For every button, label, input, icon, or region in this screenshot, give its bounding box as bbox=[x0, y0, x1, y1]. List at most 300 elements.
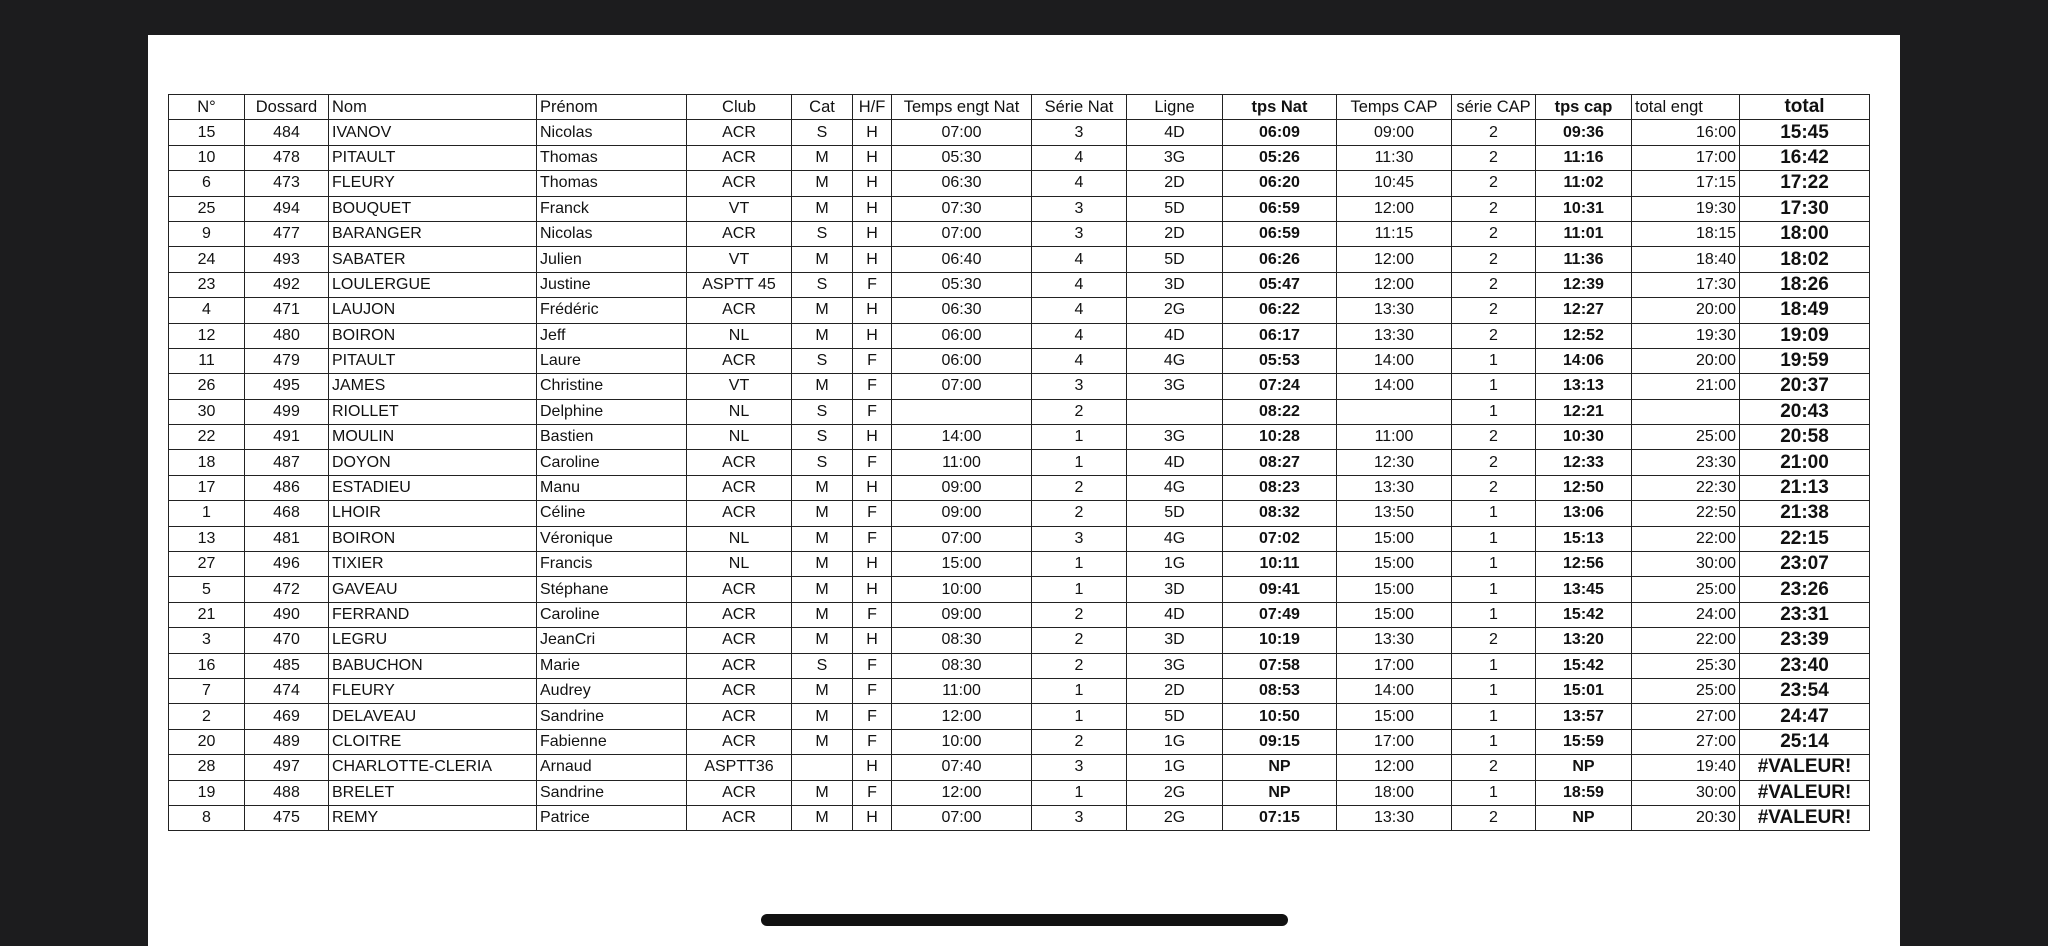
cell-temps-engt-nat: 08:30 bbox=[892, 628, 1032, 653]
cell-nom: BOUQUET bbox=[329, 196, 537, 221]
cell-total-engt: 19:30 bbox=[1632, 196, 1740, 221]
cell-total-engt: 30:00 bbox=[1632, 552, 1740, 577]
cell-num: 16 bbox=[169, 653, 245, 678]
cell-total: 18:49 bbox=[1740, 298, 1870, 323]
cell-prenom: Frédéric bbox=[537, 298, 687, 323]
cell-ligne: 4D bbox=[1127, 120, 1223, 145]
cell-num: 2 bbox=[169, 704, 245, 729]
cell-prenom: JeanCri bbox=[537, 628, 687, 653]
cell-tps-cap: 15:01 bbox=[1536, 678, 1632, 703]
cell-total-engt: 16:00 bbox=[1632, 120, 1740, 145]
cell-prenom: Sandrine bbox=[537, 704, 687, 729]
table-row bbox=[169, 374, 1870, 399]
cell-ligne: 4D bbox=[1127, 450, 1223, 475]
cell-serie-cap: 1 bbox=[1452, 729, 1536, 754]
cell-serie-nat: 4 bbox=[1032, 247, 1127, 272]
cell-temps-cap: 10:45 bbox=[1337, 171, 1452, 196]
cell-hf: H bbox=[853, 628, 892, 653]
cell-temps-engt-nat: 07:00 bbox=[892, 221, 1032, 246]
cell-num: 13 bbox=[169, 526, 245, 551]
cell-cat bbox=[792, 755, 853, 780]
cell-club: ACR bbox=[687, 805, 792, 830]
cell-dossard: 477 bbox=[245, 221, 329, 246]
header-cat: Cat bbox=[792, 95, 853, 120]
cell-temps-cap: 11:00 bbox=[1337, 425, 1452, 450]
table-row bbox=[169, 145, 1870, 170]
header-dossard: Dossard bbox=[245, 95, 329, 120]
cell-serie-nat: 4 bbox=[1032, 272, 1127, 297]
cell-temps-cap: 12:00 bbox=[1337, 196, 1452, 221]
cell-nom: SABATER bbox=[329, 247, 537, 272]
cell-club: VT bbox=[687, 374, 792, 399]
cell-serie-cap: 1 bbox=[1452, 653, 1536, 678]
header-temps-cap: Temps CAP bbox=[1337, 95, 1452, 120]
cell-ligne bbox=[1127, 399, 1223, 424]
cell-serie-nat: 2 bbox=[1032, 602, 1127, 627]
cell-dossard: 491 bbox=[245, 425, 329, 450]
cell-temps-cap: 17:00 bbox=[1337, 729, 1452, 754]
cell-club: ACR bbox=[687, 475, 792, 500]
cell-cat: M bbox=[792, 501, 853, 526]
table-row bbox=[169, 120, 1870, 145]
cell-serie-cap: 1 bbox=[1452, 577, 1536, 602]
header-total-engt: total engt bbox=[1632, 95, 1740, 120]
cell-cat: S bbox=[792, 221, 853, 246]
cell-dossard: 469 bbox=[245, 704, 329, 729]
cell-serie-cap: 2 bbox=[1452, 450, 1536, 475]
cell-temps-cap: 15:00 bbox=[1337, 704, 1452, 729]
cell-serie-cap: 1 bbox=[1452, 602, 1536, 627]
cell-tps-nat: 06:26 bbox=[1223, 247, 1337, 272]
cell-ligne: 5D bbox=[1127, 501, 1223, 526]
cell-hf: F bbox=[853, 272, 892, 297]
cell-temps-engt-nat: 07:00 bbox=[892, 374, 1032, 399]
cell-tps-cap: NP bbox=[1536, 755, 1632, 780]
cell-total-engt: 25:00 bbox=[1632, 577, 1740, 602]
cell-total: 21:38 bbox=[1740, 501, 1870, 526]
cell-serie-cap: 1 bbox=[1452, 780, 1536, 805]
cell-hf: H bbox=[853, 221, 892, 246]
cell-temps-cap: 11:30 bbox=[1337, 145, 1452, 170]
cell-tps-cap: 14:06 bbox=[1536, 348, 1632, 373]
table-body bbox=[169, 120, 1870, 831]
cell-temps-cap: 13:30 bbox=[1337, 298, 1452, 323]
cell-nom: RIOLLET bbox=[329, 399, 537, 424]
cell-tps-nat: 06:59 bbox=[1223, 196, 1337, 221]
cell-tps-cap: 13:06 bbox=[1536, 501, 1632, 526]
cell-temps-engt-nat: 07:40 bbox=[892, 755, 1032, 780]
cell-total: 25:14 bbox=[1740, 729, 1870, 754]
cell-num: 25 bbox=[169, 196, 245, 221]
cell-ligne: 2D bbox=[1127, 171, 1223, 196]
cell-cat: M bbox=[792, 552, 853, 577]
cell-total: 24:47 bbox=[1740, 704, 1870, 729]
cell-total-engt bbox=[1632, 399, 1740, 424]
cell-hf: H bbox=[853, 755, 892, 780]
cell-num: 18 bbox=[169, 450, 245, 475]
cell-total: 19:09 bbox=[1740, 323, 1870, 348]
cell-nom: PITAULT bbox=[329, 145, 537, 170]
cell-num: 21 bbox=[169, 602, 245, 627]
cell-club: NL bbox=[687, 526, 792, 551]
cell-total: 23:26 bbox=[1740, 577, 1870, 602]
cell-serie-nat: 4 bbox=[1032, 171, 1127, 196]
cell-cat: M bbox=[792, 145, 853, 170]
cell-tps-cap: 12:21 bbox=[1536, 399, 1632, 424]
table-row bbox=[169, 501, 1870, 526]
cell-num: 12 bbox=[169, 323, 245, 348]
cell-tps-cap: 13:45 bbox=[1536, 577, 1632, 602]
cell-club: NL bbox=[687, 399, 792, 424]
cell-prenom: Arnaud bbox=[537, 755, 687, 780]
cell-tps-nat: 08:53 bbox=[1223, 678, 1337, 703]
cell-tps-nat: 08:27 bbox=[1223, 450, 1337, 475]
cell-club: ACR bbox=[687, 298, 792, 323]
cell-serie-nat: 2 bbox=[1032, 399, 1127, 424]
cell-temps-cap: 13:30 bbox=[1337, 323, 1452, 348]
cell-serie-nat: 4 bbox=[1032, 145, 1127, 170]
cell-num: 19 bbox=[169, 780, 245, 805]
cell-cat: M bbox=[792, 628, 853, 653]
cell-total-engt: 17:15 bbox=[1632, 171, 1740, 196]
cell-nom: BOIRON bbox=[329, 526, 537, 551]
cell-cat: M bbox=[792, 729, 853, 754]
cell-ligne: 2D bbox=[1127, 221, 1223, 246]
cell-hf: F bbox=[853, 374, 892, 399]
cell-prenom: Delphine bbox=[537, 399, 687, 424]
cell-hf: F bbox=[853, 501, 892, 526]
cell-dossard: 475 bbox=[245, 805, 329, 830]
cell-serie-nat: 2 bbox=[1032, 653, 1127, 678]
cell-serie-cap: 1 bbox=[1452, 526, 1536, 551]
cell-serie-nat: 3 bbox=[1032, 755, 1127, 780]
cell-hf: H bbox=[853, 145, 892, 170]
cell-temps-cap: 14:00 bbox=[1337, 348, 1452, 373]
cell-tps-cap: 09:36 bbox=[1536, 120, 1632, 145]
cell-dossard: 494 bbox=[245, 196, 329, 221]
cell-total-engt: 27:00 bbox=[1632, 729, 1740, 754]
cell-prenom: Marie bbox=[537, 653, 687, 678]
cell-serie-nat: 1 bbox=[1032, 780, 1127, 805]
cell-temps-cap: 14:00 bbox=[1337, 374, 1452, 399]
cell-serie-nat: 3 bbox=[1032, 805, 1127, 830]
cell-tps-cap: 11:02 bbox=[1536, 171, 1632, 196]
cell-total-engt: 18:40 bbox=[1632, 247, 1740, 272]
cell-club: ACR bbox=[687, 450, 792, 475]
cell-club: ACR bbox=[687, 120, 792, 145]
cell-tps-nat: 07:49 bbox=[1223, 602, 1337, 627]
cell-nom: LHOIR bbox=[329, 501, 537, 526]
cell-serie-nat: 3 bbox=[1032, 120, 1127, 145]
cell-temps-engt-nat: 05:30 bbox=[892, 145, 1032, 170]
cell-tps-cap: 13:20 bbox=[1536, 628, 1632, 653]
cell-dossard: 495 bbox=[245, 374, 329, 399]
cell-nom: TIXIER bbox=[329, 552, 537, 577]
cell-total-engt: 22:00 bbox=[1632, 526, 1740, 551]
cell-total-engt: 19:40 bbox=[1632, 755, 1740, 780]
cell-prenom: Christine bbox=[537, 374, 687, 399]
cell-club: ACR bbox=[687, 653, 792, 678]
cell-total-engt: 25:30 bbox=[1632, 653, 1740, 678]
cell-num: 15 bbox=[169, 120, 245, 145]
cell-tps-nat: 08:22 bbox=[1223, 399, 1337, 424]
cell-num: 24 bbox=[169, 247, 245, 272]
cell-serie-cap: 1 bbox=[1452, 399, 1536, 424]
header-ligne: Ligne bbox=[1127, 95, 1223, 120]
cell-serie-cap: 1 bbox=[1452, 704, 1536, 729]
cell-cat: S bbox=[792, 272, 853, 297]
cell-total: 21:13 bbox=[1740, 475, 1870, 500]
cell-tps-cap: 12:33 bbox=[1536, 450, 1632, 475]
table-row bbox=[169, 577, 1870, 602]
cell-serie-cap: 2 bbox=[1452, 298, 1536, 323]
cell-tps-cap: NP bbox=[1536, 805, 1632, 830]
cell-num: 23 bbox=[169, 272, 245, 297]
cell-hf: F bbox=[853, 780, 892, 805]
cell-club: ACR bbox=[687, 729, 792, 754]
cell-dossard: 486 bbox=[245, 475, 329, 500]
cell-cat: S bbox=[792, 348, 853, 373]
cell-club: ASPTT 45 bbox=[687, 272, 792, 297]
cell-nom: FLEURY bbox=[329, 678, 537, 703]
cell-tps-nat: NP bbox=[1223, 780, 1337, 805]
cell-tps-nat: 09:15 bbox=[1223, 729, 1337, 754]
cell-nom: BARANGER bbox=[329, 221, 537, 246]
table-row bbox=[169, 780, 1870, 805]
cell-dossard: 499 bbox=[245, 399, 329, 424]
cell-hf: H bbox=[853, 196, 892, 221]
cell-serie-cap: 2 bbox=[1452, 755, 1536, 780]
cell-club: NL bbox=[687, 323, 792, 348]
cell-serie-nat: 4 bbox=[1032, 323, 1127, 348]
cell-total: 18:02 bbox=[1740, 247, 1870, 272]
cell-serie-cap: 1 bbox=[1452, 348, 1536, 373]
cell-tps-nat: 08:32 bbox=[1223, 501, 1337, 526]
cell-hf: H bbox=[853, 425, 892, 450]
cell-cat: M bbox=[792, 247, 853, 272]
cell-num: 22 bbox=[169, 425, 245, 450]
cell-temps-engt-nat: 11:00 bbox=[892, 450, 1032, 475]
table-row bbox=[169, 805, 1870, 830]
cell-temps-cap: 18:00 bbox=[1337, 780, 1452, 805]
cell-temps-engt-nat: 06:40 bbox=[892, 247, 1032, 272]
cell-nom: LEGRU bbox=[329, 628, 537, 653]
cell-temps-engt-nat: 09:00 bbox=[892, 501, 1032, 526]
cell-hf: H bbox=[853, 475, 892, 500]
cell-nom: FERRAND bbox=[329, 602, 537, 627]
cell-total-engt: 25:00 bbox=[1632, 678, 1740, 703]
cell-serie-nat: 2 bbox=[1032, 501, 1127, 526]
cell-club: ACR bbox=[687, 577, 792, 602]
cell-total: 18:26 bbox=[1740, 272, 1870, 297]
cell-hf: F bbox=[853, 704, 892, 729]
cell-serie-cap: 2 bbox=[1452, 120, 1536, 145]
cell-ligne: 5D bbox=[1127, 704, 1223, 729]
cell-dossard: 485 bbox=[245, 653, 329, 678]
cell-club: ACR bbox=[687, 145, 792, 170]
cell-total-engt: 23:30 bbox=[1632, 450, 1740, 475]
cell-nom: CLOITRE bbox=[329, 729, 537, 754]
cell-num: 6 bbox=[169, 171, 245, 196]
cell-dossard: 484 bbox=[245, 120, 329, 145]
cell-tps-nat: 07:02 bbox=[1223, 526, 1337, 551]
cell-total-engt: 20:00 bbox=[1632, 298, 1740, 323]
cell-prenom: Patrice bbox=[537, 805, 687, 830]
header-prenom: Prénom bbox=[537, 95, 687, 120]
cell-total: 23:39 bbox=[1740, 628, 1870, 653]
cell-prenom: Véronique bbox=[537, 526, 687, 551]
cell-serie-cap: 2 bbox=[1452, 323, 1536, 348]
cell-total: 20:58 bbox=[1740, 425, 1870, 450]
cell-temps-cap: 12:00 bbox=[1337, 247, 1452, 272]
cell-total-engt: 27:00 bbox=[1632, 704, 1740, 729]
cell-dossard: 471 bbox=[245, 298, 329, 323]
cell-cat: S bbox=[792, 653, 853, 678]
table-row bbox=[169, 171, 1870, 196]
cell-prenom: Stéphane bbox=[537, 577, 687, 602]
cell-tps-cap: 12:56 bbox=[1536, 552, 1632, 577]
table-row bbox=[169, 552, 1870, 577]
cell-club: ACR bbox=[687, 348, 792, 373]
cell-serie-cap: 2 bbox=[1452, 425, 1536, 450]
cell-tps-nat: 10:50 bbox=[1223, 704, 1337, 729]
cell-nom: GAVEAU bbox=[329, 577, 537, 602]
results-table bbox=[168, 94, 1870, 831]
cell-ligne: 3D bbox=[1127, 628, 1223, 653]
cell-nom: MOULIN bbox=[329, 425, 537, 450]
cell-total: 15:45 bbox=[1740, 120, 1870, 145]
cell-temps-engt-nat: 06:00 bbox=[892, 348, 1032, 373]
cell-temps-cap: 12:30 bbox=[1337, 450, 1452, 475]
cell-dossard: 473 bbox=[245, 171, 329, 196]
cell-tps-nat: NP bbox=[1223, 755, 1337, 780]
cell-tps-cap: 18:59 bbox=[1536, 780, 1632, 805]
cell-ligne: 2G bbox=[1127, 298, 1223, 323]
cell-num: 7 bbox=[169, 678, 245, 703]
cell-total: 23:07 bbox=[1740, 552, 1870, 577]
cell-tps-nat: 07:15 bbox=[1223, 805, 1337, 830]
cell-tps-cap: 12:27 bbox=[1536, 298, 1632, 323]
cell-serie-cap: 2 bbox=[1452, 221, 1536, 246]
cell-tps-cap: 15:13 bbox=[1536, 526, 1632, 551]
cell-temps-cap: 14:00 bbox=[1337, 678, 1452, 703]
cell-club: NL bbox=[687, 425, 792, 450]
cell-ligne: 3G bbox=[1127, 653, 1223, 678]
header-row bbox=[169, 95, 1870, 120]
cell-temps-engt-nat: 08:30 bbox=[892, 653, 1032, 678]
cell-total-engt: 22:30 bbox=[1632, 475, 1740, 500]
cell-temps-cap bbox=[1337, 399, 1452, 424]
header-nom: Nom bbox=[329, 95, 537, 120]
cell-cat: M bbox=[792, 298, 853, 323]
cell-club: NL bbox=[687, 552, 792, 577]
cell-tps-cap: 13:13 bbox=[1536, 374, 1632, 399]
cell-nom: DELAVEAU bbox=[329, 704, 537, 729]
cell-cat: M bbox=[792, 602, 853, 627]
cell-temps-engt-nat: 09:00 bbox=[892, 475, 1032, 500]
cell-nom: IVANOV bbox=[329, 120, 537, 145]
cell-serie-cap: 1 bbox=[1452, 678, 1536, 703]
cell-tps-nat: 08:23 bbox=[1223, 475, 1337, 500]
cell-tps-nat: 06:22 bbox=[1223, 298, 1337, 323]
cell-ligne: 1G bbox=[1127, 729, 1223, 754]
cell-hf: F bbox=[853, 678, 892, 703]
cell-total-engt: 24:00 bbox=[1632, 602, 1740, 627]
table-row bbox=[169, 475, 1870, 500]
cell-cat: M bbox=[792, 805, 853, 830]
header-serie-cap: série CAP bbox=[1452, 95, 1536, 120]
cell-total: #VALEUR! bbox=[1740, 755, 1870, 780]
cell-nom: FLEURY bbox=[329, 171, 537, 196]
cell-prenom: Caroline bbox=[537, 450, 687, 475]
cell-nom: BOIRON bbox=[329, 323, 537, 348]
cell-ligne: 2D bbox=[1127, 678, 1223, 703]
cell-total: 23:31 bbox=[1740, 602, 1870, 627]
cell-num: 8 bbox=[169, 805, 245, 830]
cell-tps-nat: 10:11 bbox=[1223, 552, 1337, 577]
cell-serie-nat: 1 bbox=[1032, 450, 1127, 475]
cell-temps-engt-nat: 05:30 bbox=[892, 272, 1032, 297]
cell-serie-nat: 3 bbox=[1032, 526, 1127, 551]
cell-total-engt: 30:00 bbox=[1632, 780, 1740, 805]
cell-temps-engt-nat: 06:30 bbox=[892, 171, 1032, 196]
cell-num: 27 bbox=[169, 552, 245, 577]
header-num: N° bbox=[169, 95, 245, 120]
cell-ligne: 2G bbox=[1127, 780, 1223, 805]
cell-nom: BRELET bbox=[329, 780, 537, 805]
table-row bbox=[169, 399, 1870, 424]
cell-dossard: 479 bbox=[245, 348, 329, 373]
cell-hf: F bbox=[853, 729, 892, 754]
cell-total: 16:42 bbox=[1740, 145, 1870, 170]
cell-cat: M bbox=[792, 780, 853, 805]
cell-dossard: 492 bbox=[245, 272, 329, 297]
cell-cat: M bbox=[792, 678, 853, 703]
cell-serie-cap: 2 bbox=[1452, 272, 1536, 297]
cell-num: 3 bbox=[169, 628, 245, 653]
cell-serie-cap: 2 bbox=[1452, 628, 1536, 653]
cell-serie-cap: 1 bbox=[1452, 552, 1536, 577]
cell-prenom: Francis bbox=[537, 552, 687, 577]
table-row bbox=[169, 526, 1870, 551]
cell-temps-cap: 11:15 bbox=[1337, 221, 1452, 246]
cell-club: ASPTT36 bbox=[687, 755, 792, 780]
cell-prenom: Fabienne bbox=[537, 729, 687, 754]
cell-total: #VALEUR! bbox=[1740, 780, 1870, 805]
cell-dossard: 496 bbox=[245, 552, 329, 577]
cell-serie-nat: 1 bbox=[1032, 704, 1127, 729]
cell-ligne: 2G bbox=[1127, 805, 1223, 830]
cell-temps-cap: 12:00 bbox=[1337, 272, 1452, 297]
table-row bbox=[169, 678, 1870, 703]
cell-nom: ESTADIEU bbox=[329, 475, 537, 500]
cell-dossard: 490 bbox=[245, 602, 329, 627]
cell-total: 17:22 bbox=[1740, 171, 1870, 196]
cell-hf: H bbox=[853, 298, 892, 323]
cell-club: ACR bbox=[687, 171, 792, 196]
cell-tps-nat: 05:26 bbox=[1223, 145, 1337, 170]
home-indicator[interactable] bbox=[761, 914, 1288, 926]
cell-hf: F bbox=[853, 399, 892, 424]
cell-serie-cap: 2 bbox=[1452, 475, 1536, 500]
cell-ligne: 1G bbox=[1127, 552, 1223, 577]
cell-club: ACR bbox=[687, 704, 792, 729]
cell-ligne: 4G bbox=[1127, 348, 1223, 373]
cell-serie-cap: 2 bbox=[1452, 247, 1536, 272]
cell-dossard: 468 bbox=[245, 501, 329, 526]
cell-tps-cap: 10:30 bbox=[1536, 425, 1632, 450]
cell-serie-nat: 3 bbox=[1032, 221, 1127, 246]
